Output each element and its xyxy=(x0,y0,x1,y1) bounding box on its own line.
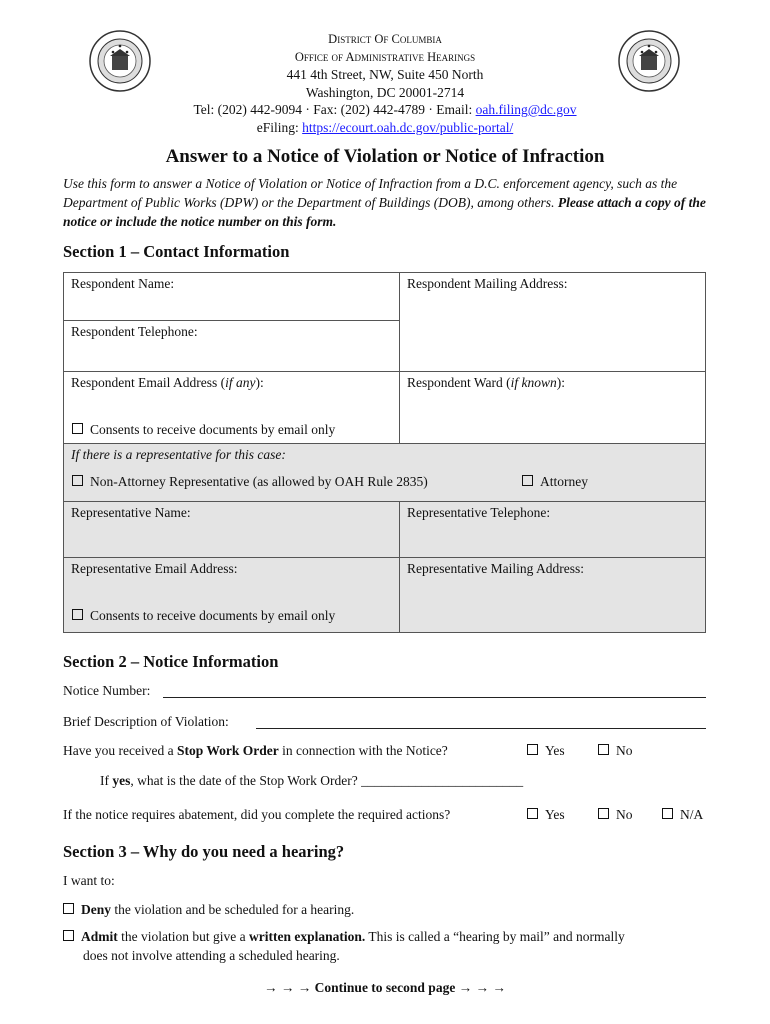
swo-date-bold: yes xyxy=(112,773,131,788)
respondent-email-label xyxy=(71,375,264,390)
rep-consent[interactable] xyxy=(72,608,335,624)
rep-mailing-field[interactable] xyxy=(399,557,706,633)
email-link[interactable]: oah.filing@dc.gov xyxy=(475,102,577,117)
representative-type-row xyxy=(63,443,706,502)
efiling-link[interactable]: https://ecourt.oah.dc.gov/public-portal/ xyxy=(302,120,514,135)
swo-text2: in connection with the Notice? xyxy=(278,743,448,758)
swo-no-label: No xyxy=(616,743,633,758)
admit-rest1: This is called a “hearing by mail” and normally xyxy=(365,929,625,944)
attorney-label: Attorney xyxy=(540,474,588,489)
rep-name-label: Representative Name: xyxy=(71,505,191,520)
notice-number-input[interactable] xyxy=(163,697,706,698)
respondent-email-end: ): xyxy=(255,375,264,390)
contact-text: Tel: (202) 442-9094 · Fax: (202) 442-4789 · Email: xyxy=(193,102,476,117)
attorney-option[interactable] xyxy=(522,474,588,490)
admit-bold2: written explanation. xyxy=(248,929,366,944)
checkbox-icon[interactable] xyxy=(63,903,74,914)
respondent-mailing-field[interactable] xyxy=(399,272,706,372)
admit-mid: the violation but give a xyxy=(117,929,249,944)
admit-rest2: does not involve attending a scheduled hearing. xyxy=(83,948,340,963)
respondent-name-field[interactable] xyxy=(63,272,400,321)
abate-yes-option[interactable] xyxy=(527,807,565,823)
respondent-ward-label xyxy=(407,375,565,390)
respondent-name-label: Respondent Name: xyxy=(71,276,175,291)
abate-no-label: No xyxy=(616,807,633,822)
non-attorney-label: Non-Attorney Representative (as allowed by OAH Rule 2835) xyxy=(90,474,428,489)
street-address: 441 4th Street, NW, Suite 450 North xyxy=(286,67,484,82)
contact-line xyxy=(0,101,770,119)
abate-no-option[interactable] xyxy=(598,807,633,823)
swo-yes-label: Yes xyxy=(545,743,565,758)
stop-work-question xyxy=(63,743,448,759)
abate-yes-label: Yes xyxy=(545,807,565,822)
checkbox-icon[interactable] xyxy=(63,930,74,941)
deny-text: the violation and be scheduled for a hearing. xyxy=(111,902,355,917)
swo-date-line[interactable] xyxy=(100,773,523,789)
respondent-ward-text: Respondent Ward ( xyxy=(407,375,511,390)
respondent-consent[interactable] xyxy=(72,422,335,438)
continue-note: → → → Continue to second page → → → xyxy=(264,980,506,995)
intro-body: Use this form to answer a Notice of Violation or Notice of Infraction from a D.C. enforcement agency, such as the Department of Public Works (DPW) or the Department of Buildings (DOB), among others. xyxy=(63,176,678,210)
intro-bold: Please attach a copy of the notice or include the notice number on this form. xyxy=(63,195,706,229)
efiling-line xyxy=(0,119,770,137)
respondent-ward-italic: if known xyxy=(510,375,557,390)
description-label: Brief Description of Violation: xyxy=(63,714,229,729)
respondent-consent-label: Consents to receive documents by email only xyxy=(90,422,336,437)
abatement-question: If the notice requires abatement, did you complete the required actions? xyxy=(63,807,451,822)
section2-heading: Section 2 – Notice Information xyxy=(63,652,279,671)
description-input[interactable] xyxy=(256,728,706,729)
checkbox-icon[interactable] xyxy=(598,744,609,755)
rep-consent-label: Consents to receive documents by email only xyxy=(90,608,336,623)
checkbox-icon[interactable] xyxy=(72,475,83,486)
admit-bold: Admit xyxy=(81,929,118,944)
swo-yes-option[interactable] xyxy=(527,743,565,759)
swo-text1: Have you received a xyxy=(63,743,177,758)
deny-option[interactable] xyxy=(63,902,354,918)
checkbox-icon[interactable] xyxy=(527,744,538,755)
respondent-phone-label: Respondent Telephone: xyxy=(71,324,198,339)
deny-bold: Deny xyxy=(81,902,111,917)
respondent-email-italic: if any xyxy=(225,375,256,390)
efiling-label: eFiling: xyxy=(256,120,303,135)
respondent-mailing-label: Respondent Mailing Address: xyxy=(407,276,568,291)
abate-na-label: N/A xyxy=(680,807,704,822)
rep-mailing-label: Representative Mailing Address: xyxy=(407,561,584,576)
admit-option[interactable] xyxy=(63,929,625,945)
swo-bold: Stop Work Order xyxy=(176,743,279,758)
rep-note: If there is a representative for this case: xyxy=(71,447,286,462)
office-name: Office of Administrative Hearings xyxy=(294,50,476,64)
rep-phone-field[interactable] xyxy=(399,501,706,558)
rep-name-field[interactable] xyxy=(63,501,400,558)
checkbox-icon[interactable] xyxy=(527,808,538,819)
notice-number-label: Notice Number: xyxy=(63,683,151,698)
swo-no-option[interactable] xyxy=(598,743,633,759)
city-address: Washington, DC 20001-2714 xyxy=(305,85,465,100)
respondent-phone-field[interactable] xyxy=(63,320,400,372)
respondent-email-field[interactable] xyxy=(63,371,400,444)
section1-heading: Section 1 – Contact Information xyxy=(63,242,290,261)
rep-phone-label: Representative Telephone: xyxy=(407,505,551,520)
respondent-email-text: Respondent Email Address ( xyxy=(71,375,226,390)
form-title: Answer to a Notice of Violation or Notice of Infraction xyxy=(165,146,605,167)
swo-date-text2: , what is the date of the Stop Work Order? ________________________ xyxy=(130,773,524,788)
agency-name: District Of Columbia xyxy=(328,32,442,46)
abate-na-option[interactable] xyxy=(662,807,703,823)
checkbox-icon[interactable] xyxy=(522,475,533,486)
swo-date-text1: If xyxy=(100,773,113,788)
checkbox-icon[interactable] xyxy=(598,808,609,819)
checkbox-icon[interactable] xyxy=(72,423,83,434)
checkbox-icon[interactable] xyxy=(662,808,673,819)
i-want-label: I want to: xyxy=(63,873,115,888)
non-attorney-option[interactable] xyxy=(72,474,428,490)
checkbox-icon[interactable] xyxy=(72,609,83,620)
section3-heading: Section 3 – Why do you need a hearing? xyxy=(63,842,345,861)
respondent-ward-end: ): xyxy=(556,375,566,390)
rep-email-label: Representative Email Address: xyxy=(71,561,238,576)
rep-email-field[interactable] xyxy=(63,557,400,633)
intro-text xyxy=(63,174,713,231)
respondent-ward-field[interactable] xyxy=(399,371,706,444)
